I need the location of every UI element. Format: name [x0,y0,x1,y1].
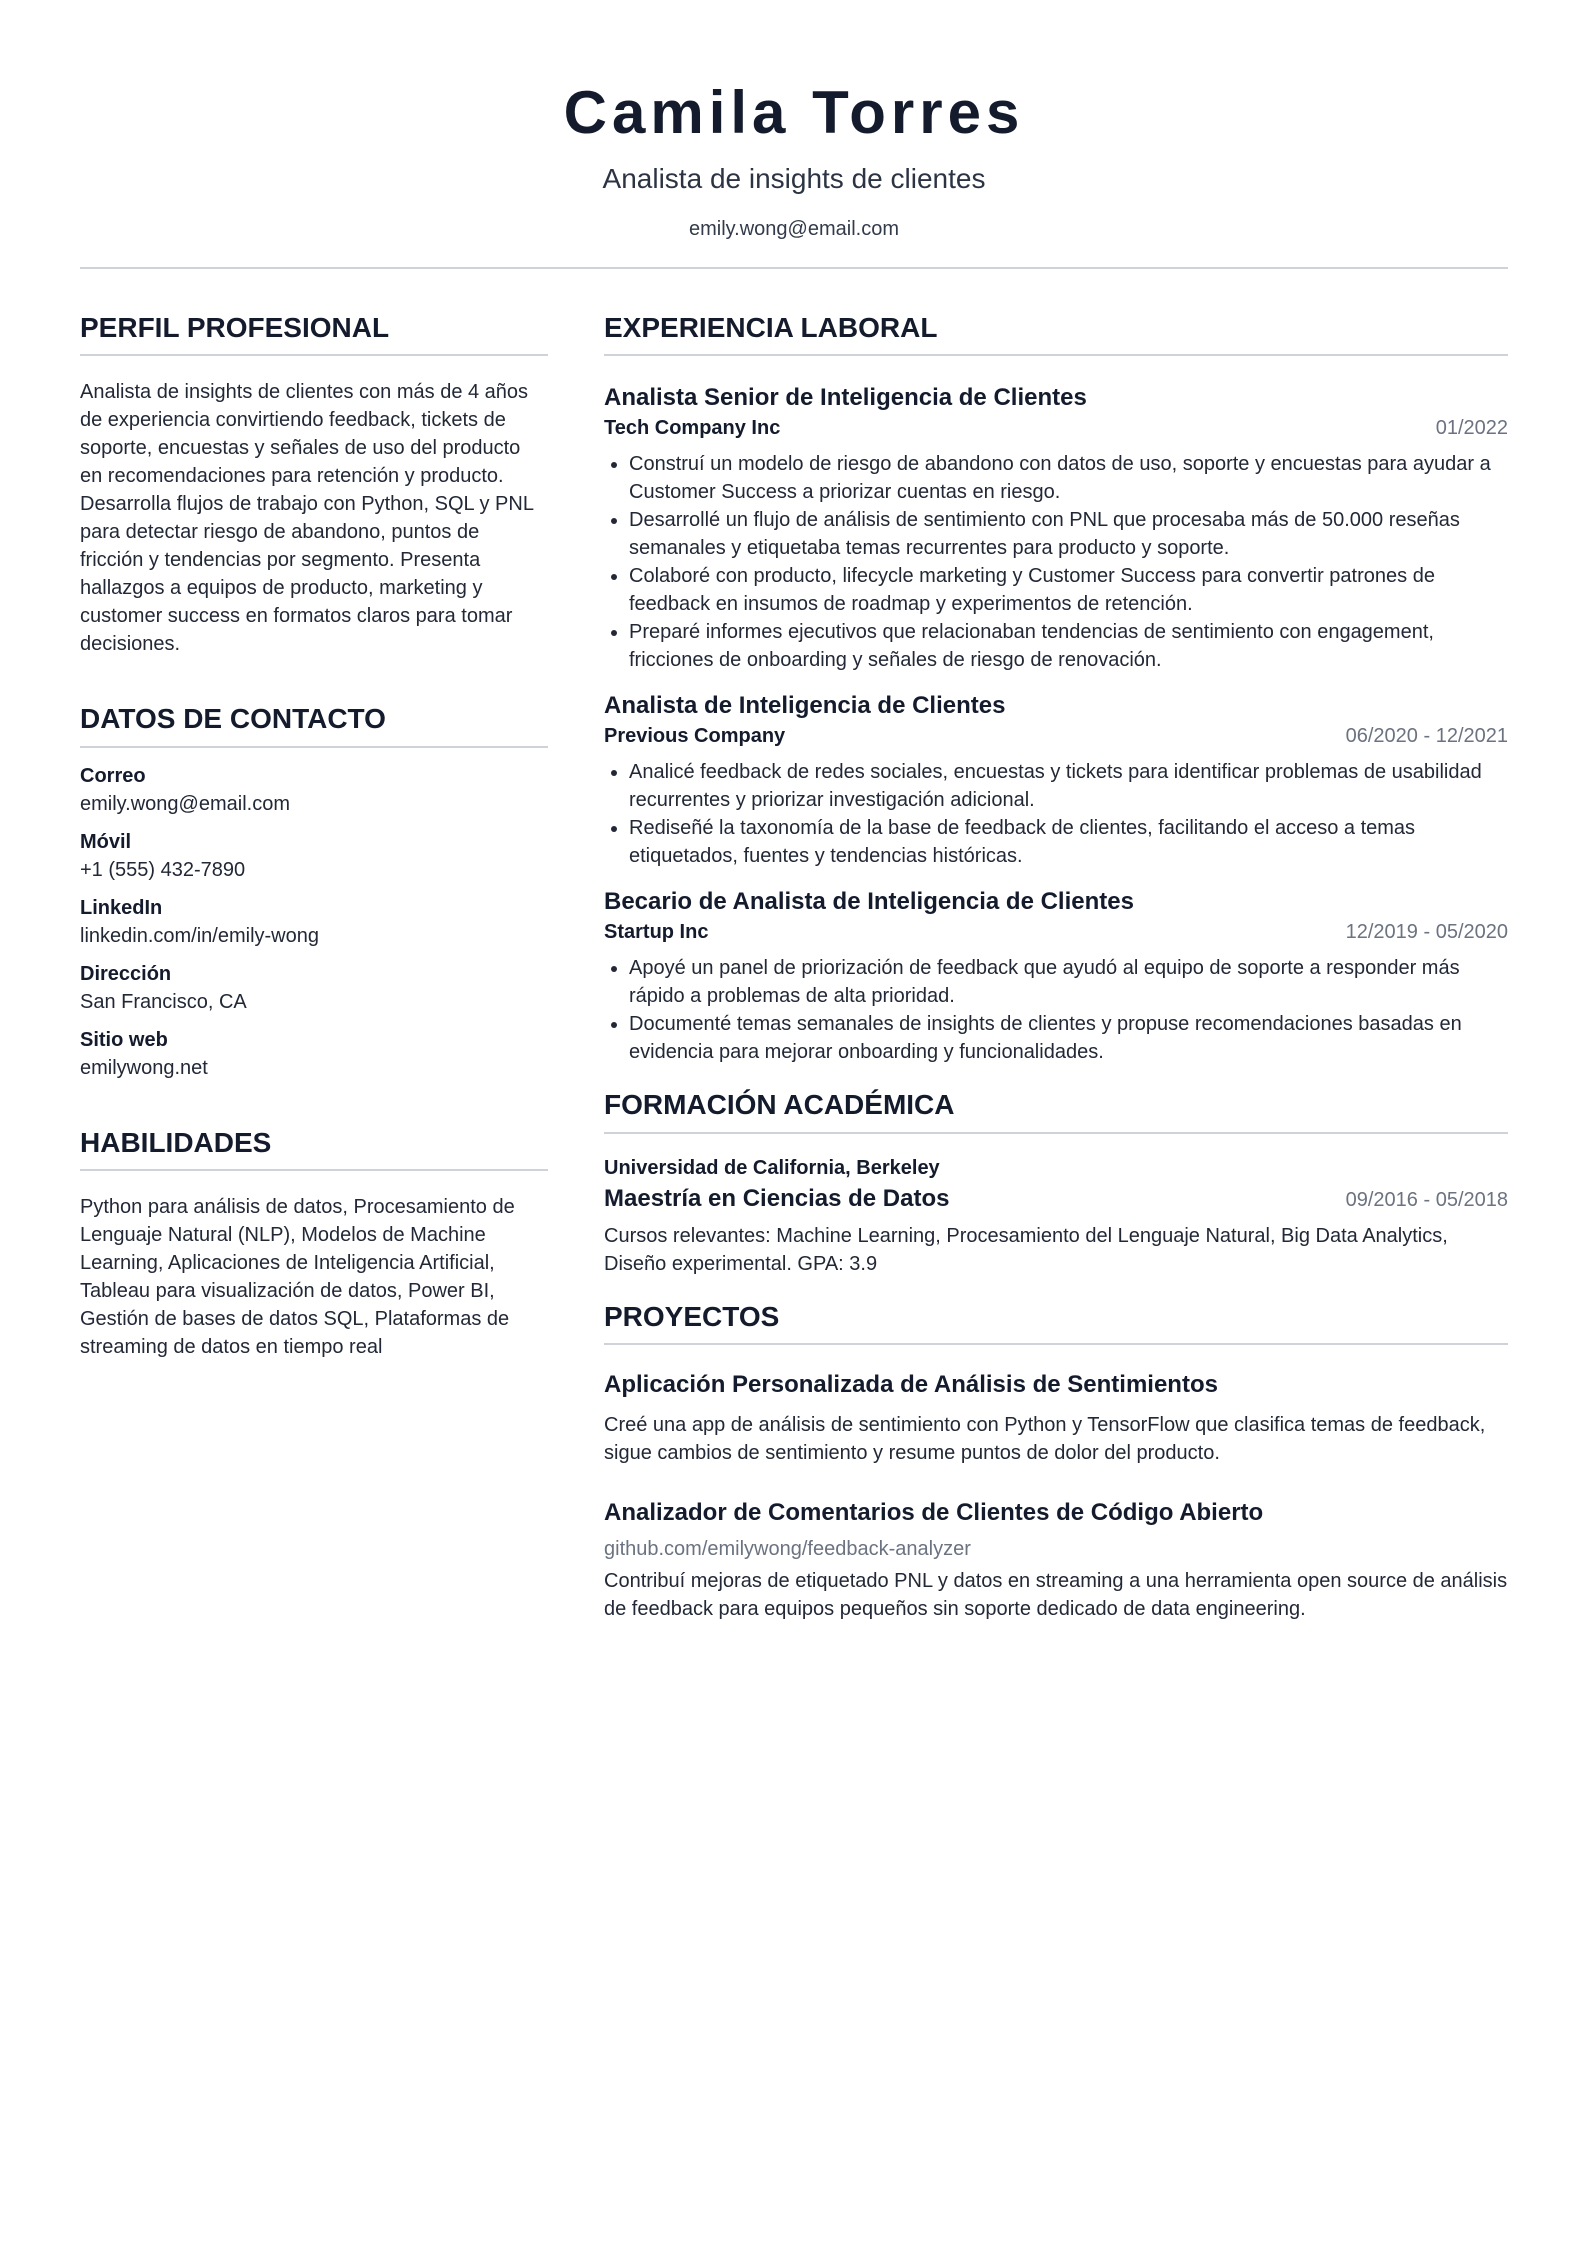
contact-heading: DATOS DE CONTACTO [80,702,548,748]
project-title: Analizador de Comentarios de Clientes de Código Abierto [604,1499,1264,1527]
contact-item-address [80,960,548,1016]
contact-item-linkedin [80,894,548,950]
job-meta [604,722,1508,750]
profile-section [80,311,548,659]
experience-heading: EXPERIENCIA LABORAL [604,311,1508,357]
contact-label: Dirección [80,962,172,985]
job-date: 01/2022 [1435,417,1508,440]
job-entry [604,690,1508,870]
contact-website-value: emilywong.net [80,1056,208,1079]
job-bullets [604,758,1508,870]
contact-item-mobile [80,828,548,884]
job-date: 06/2020 - 12/2021 [1345,725,1508,748]
resume-header [80,0,1508,269]
job-entry [604,382,1508,674]
job-bullet: • Colaboré con producto, lifecycle marketing y Customer Success para convertir patrones de feedback en insumos de roadmap y experimentos de retención. [629,562,1508,618]
contact-mobile-value: +1 (555) 432-7890 [80,858,246,881]
job-bullets [604,450,1508,674]
candidate-name: Camila Torres [563,79,1025,146]
candidate-title: Analista de insights de clientes [602,163,986,194]
job-title: Analista Senior de Inteligencia de Clientes [604,384,1087,412]
experience-section [604,311,1508,1067]
job-title: Analista de Inteligencia de Clientes [604,692,1006,720]
contact-address-value: San Francisco, CA [80,990,247,1013]
project-entry [604,1497,1508,1623]
education-heading: FORMACIÓN ACADÉMICA [604,1088,1508,1134]
contact-item-email [80,762,548,818]
job-bullet: • Analicé feedback de redes sociales, encuestas y tickets para identificar problemas de usabilidad recurrentes y priorizar investigación adicional. [629,758,1508,814]
job-bullet: • Documenté temas semanales de insights de clientes y propuse recomendaciones basadas en evidencia para mejorar onboarding y funcionalidades. [629,1010,1508,1066]
job-meta [604,414,1508,442]
header-email: emily.wong@email.com [689,217,899,240]
job-bullet: • Apoyé un panel de priorización de feedback que ayudó al equipo de soporte a responder más rápido a problemas de alta prioridad. [629,954,1508,1010]
skills-text: Python para análisis de datos, Procesamiento de Lenguaje Natural (NLP), Modelos de Machine Learning, Aplicaciones de Inteligencia Artificial, Tableau para visualización de datos, Power BI, Gestión de bases de datos SQL, Plataformas de streaming de datos en tiempo real [80,1196,515,1359]
contact-list [80,762,548,1082]
left-column [80,311,548,1624]
job-bullets [604,954,1508,1066]
education-section [604,1088,1508,1278]
project-link[interactable]: github.com/emilywong/feedback-analyzer [604,1538,971,1561]
project-entry [604,1369,1508,1467]
education-degree-row [604,1182,1508,1216]
profile-heading: PERFIL PROFESIONAL [80,311,548,357]
projects-section [604,1300,1508,1624]
contact-email-value: emily.wong@email.com [80,792,290,815]
resume-columns [80,311,1508,1624]
profile-text: Analista de insights de clientes con más de 4 años de experiencia convirtiendo feedback, tickets de soporte, encuestas y señales de uso del producto en recomendaciones para retención y producto. Desarrolla flujos de trabajo con Python, SQL y PNL para detectar riesgo de abandono, puntos de fricción y tendencias por segmento. Presenta hallazgos a equipos de producto, marketing y customer success en formatos claros para tomar decisiones. [80,381,534,656]
contact-label: LinkedIn [80,896,163,919]
right-column [604,311,1508,1624]
education-description: Cursos relevantes: Machine Learning, Procesamiento del Lenguaje Natural, Big Data Analytics, Diseño experimental. GPA: 3.9 [604,1224,1448,1275]
skills-section [80,1126,548,1362]
job-title: Becario de Analista de Inteligencia de Clientes [604,888,1134,916]
education-degree: Maestría en Ciencias de Datos [604,1184,950,1212]
contact-item-website [80,1026,548,1082]
education-entry [604,1154,1508,1278]
project-description: Contribuí mejoras de etiquetado PNL y datos en streaming a una herramienta open source de análisis de feedback para equipos pequeños sin soporte dedicado de data engineering. [604,1570,1508,1621]
job-bullet: • Desarrollé un flujo de análisis de sentimiento con PNL que procesaba más de 50.000 reseñas semanales y etiquetaba temas recurrentes para producto y soporte. [629,506,1508,562]
contact-label: Correo [80,764,146,787]
education-school: Universidad de California, Berkeley [604,1156,940,1179]
job-bullet: • Rediseñé la taxonomía de la base de feedback de clientes, facilitando el acceso a temas etiquetados, fuentes y tendencias históricas. [629,814,1508,870]
job-bullet: • Preparé informes ejecutivos que relacionaban tendencias de sentimiento con engagement, fricciones de onboarding y señales de riesgo de renovación. [629,618,1508,674]
contact-label: Móvil [80,830,132,853]
contact-linkedin-value: linkedin.com/in/emily-wong [80,924,319,947]
project-description: Creé una app de análisis de sentimiento con Python y TensorFlow que clasifica temas de feedback, sigue cambios de sentimiento y resume puntos de dolor del producto. [604,1414,1486,1465]
projects-heading: PROYECTOS [604,1300,1508,1346]
job-date: 12/2019 - 05/2020 [1345,921,1508,944]
job-company: Tech Company Inc [604,417,781,440]
header-divider [80,267,1508,269]
job-company: Previous Company [604,725,786,748]
contact-section [80,702,548,1082]
contact-label: Sitio web [80,1028,168,1051]
skills-heading: HABILIDADES [80,1126,548,1172]
job-entry [604,886,1508,1066]
job-company: Startup Inc [604,921,709,944]
job-meta [604,918,1508,946]
project-title: Aplicación Personalizada de Análisis de Sentimientos [604,1371,1218,1399]
job-bullet: • Construí un modelo de riesgo de abandono con datos de uso, soporte y encuestas para ayudar a Customer Success a priorizar cuentas en riesgo. [629,450,1508,506]
education-date: 09/2016 - 05/2018 [1345,1188,1508,1211]
